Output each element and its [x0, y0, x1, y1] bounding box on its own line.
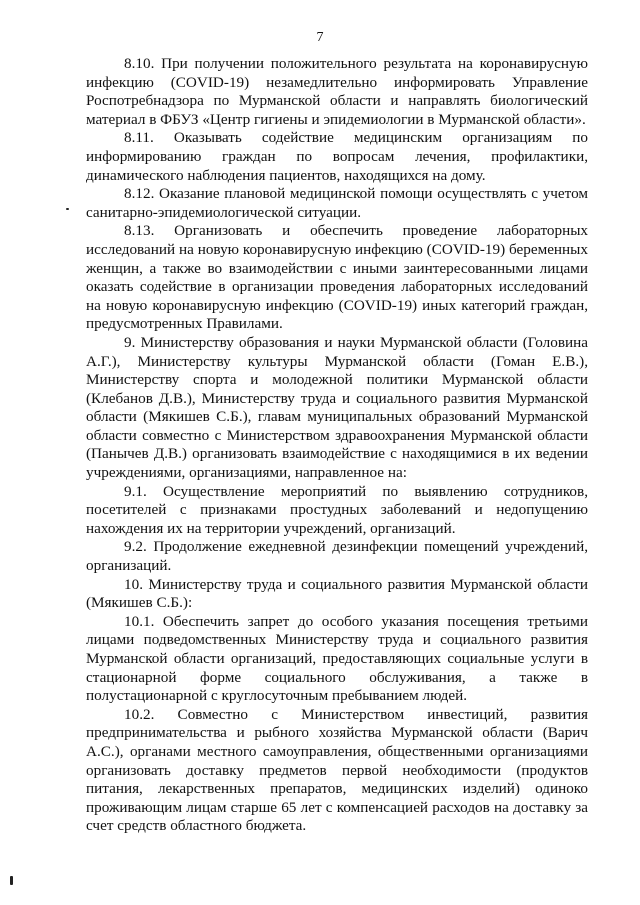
paragraph-8-13: 8.13. Организовать и обеспечить проведение лабораторных исследований на новую коронавирусную инфекцию (COVID-19) беременных женщин, а также во взаимодействии с иными заинтересованными лицами оказать содействие в организации проведения лабораторных исследований на новую коронавирусную инфекцию (COVID-19) иных категорий граждан, предусмотренных Правилами. — [86, 222, 588, 333]
paragraph-10: 10. Министерству труда и социального развития Мурманской области (Мякишев С.Б.): — [86, 575, 588, 612]
paragraph-10-1: 10.1. Обеспечить запрет до особого указания посещения третьими лицами подведомственных Министерству труда и социального развития Мурманской области организаций, предоставляющих социальные услуги в стационарной форме социального обслуживания, а также в полустационарной с круглосуточным пребыванием людей. — [86, 612, 588, 705]
paragraph-8-10: 8.10. При получении положительного результата на коронавирусную инфекцию (COVID-19) незамедлительно информировать Управление Роспотребнадзора по Мурманской области и направлять биологический материал в ФБУЗ «Центр гигиены и эпидемиологии в Мурманской области». — [86, 55, 588, 128]
scan-speck-bottom — [10, 876, 13, 885]
paragraph-10-2: 10.2. Совместно с Министерством инвестиций, развития предпринимательства и рыбного хозяйства Мурманской области (Варич А.С.), органами местного самоуправления, общественными организациями организовать доставку предметов первой необходимости (продуктов питания, лекарственных препаратов, медицинских изделий) одиноко проживающим лицам старше 65 лет с компенсацией расходов на доставку за счет средств областного бюджета. — [86, 705, 588, 835]
page-number: 7 — [316, 30, 324, 45]
paragraph-9: 9. Министерству образования и науки Мурманской области (Головина А.Г.), Министерству культуры Мурманской области (Гоман Е.В.), Министерству спорта и молодежной политики Мурманской области (Клебанов Д.В.), Министерству труда и социального развития Мурманской области (Мякишев С.Б.), главам муниципальных образований Мурманской области совместно с Министерством здравоохранения Мурманской области (Панычев Д.В.) организовать взаимодействие с находящимися в их ведении учреждениями, организациями, направленное на: — [86, 333, 588, 482]
scan-speck-left — [66, 208, 69, 210]
paragraph-9-2: 9.2. Продолжение ежедневной дезинфекции помещений учреждений, организаций. — [86, 538, 588, 575]
paragraph-8-12: 8.12. Оказание плановой медицинской помощи осуществлять с учетом санитарно-эпидемиологической ситуации. — [86, 185, 588, 221]
paragraph-9-1: 9.1. Осуществление мероприятий по выявлению сотрудников, посетителей с признаками простудных заболеваний и недопущению нахождения их на территории учреждений, организаций. — [86, 482, 588, 537]
document-body — [86, 55, 588, 836]
paragraph-8-11: 8.11. Оказывать содействие медицинским организациям по информированию граждан по вопросам лечения, профилактики, динамического наблюдения пациентов, находящихся на дому. — [86, 129, 588, 184]
